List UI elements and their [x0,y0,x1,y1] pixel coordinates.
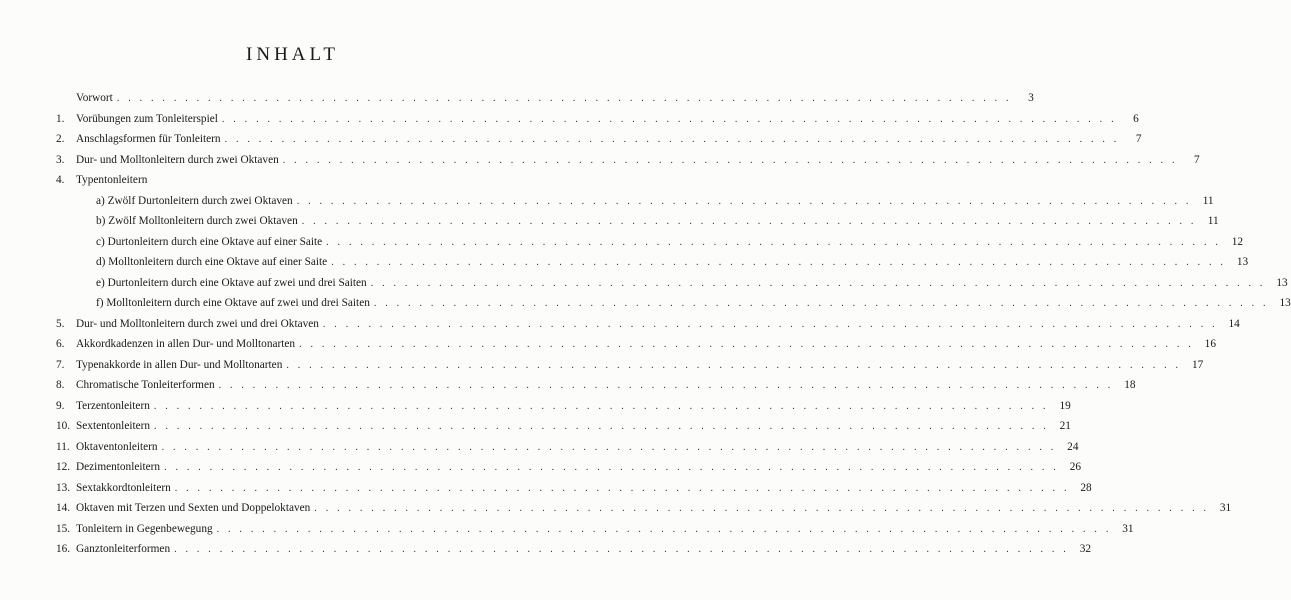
toc-entry-number: 16. [56,543,71,555]
toc-dot-leader: . . . . . . . . . . . . . . . . . . . . . . . . . . . . . . . . . . . . . . . . . . . . . . . . . . . . . . . . . . . . . . . . . . . . . . . . . . . . . . . [296,195,1192,207]
toc-entry [56,314,1240,335]
toc-entry [56,129,1142,150]
table-of-contents [56,88,1291,560]
toc-entry-title: Oktaventonleitern [76,440,158,453]
toc-dot-leader: . . . . . . . . . . . . . . . . . . . . . . . . . . . . . . . . . . . . . . . . . . . . . . . . . . . . . . . . . . . . . . . . . . . . . . . . . . . . . . . [314,503,1210,514]
toc-entry-title: b) Zwölf Molltonleitern durch zwei Oktaven [96,215,298,227]
toc-page-number: 19 [1059,399,1071,412]
toc-entry-title: Typenakkorde in allen Dur- und Molltonarten [76,358,283,371]
toc-entry-number: 13. [56,481,71,494]
toc-page-number: 17 [1191,358,1204,371]
toc-page-number: 21 [1059,420,1071,432]
toc-page-number: 24 [1067,440,1079,453]
toc-entry [56,355,1204,376]
toc-dot-leader: . . . . . . . . . . . . . . . . . . . . . . . . . . . . . . . . . . . . . . . . . . . . . . . . . . . . . . . . . . . . . . . . . . . . . . . . . . . . . . . [221,113,1117,125]
toc-entry [56,191,1214,212]
toc-entry-number: 12. [56,461,71,473]
toc-dot-leader: . . . . . . . . . . . . . . . . . . . . . . . . . . . . . . . . . . . . . . . . . . . . . . . . . . . . . . . . . . . . . . . . . . . . . . . . . . . . . . . [164,462,1059,473]
toc-entry-title: Typentonleitern [76,174,148,186]
toc-entry [56,437,1079,458]
toc-dot-leader: . . . . . . . . . . . . . . . . . . . . . . . . . . . . . . . . . . . . . . . . . . . . . . . . . . . . . . . . . . . . . . . . . . . . . . . . . . . . . . . [216,523,1112,535]
toc-entry-number: 15. [56,522,71,535]
toc-page-number: 18 [1124,379,1136,391]
toc-entry-title: Terzentonleitern [76,399,150,412]
toc-entry-title: e) Durtonleitern durch eine Oktave auf zwei und drei Saiten [96,276,367,289]
toc-page-number: 13 [1236,256,1249,268]
toc-page-number: 31 [1122,522,1134,535]
toc-entry-title: c) Durtonleitern durch eine Oktave auf einer Saite [96,235,323,248]
toc-entry-number: 9. [56,399,65,412]
toc-dot-leader: . . . . . . . . . . . . . . . . . . . . . . . . . . . . . . . . . . . . . . . . . . . . . . . . . . . . . . . . . . . . . . . . . . . . . . . . . . . . . . . [218,380,1114,391]
toc-entry-title: Sextakkordtonleitern [76,481,171,494]
toc-dot-leader: . . . . . . . . . . . . . . . . . . . . . . . . . . . . . . . . . . . . . . . . . . . . . . . . . . . . . . . . . . . . . . . . . . . . . . . . . . . . . . . [301,216,1197,227]
toc-entry-title: a) Zwölf Durtonleitern durch zwei Oktaven [96,194,293,207]
toc-dot-leader: . . . . . . . . . . . . . . . . . . . . . . . . . . . . . . . . . . . . . . . . . . . . . . . . . . . . . . . . . . . . . . . . . . . . . . . . . . . . . . . [326,236,1222,248]
toc-page-number: 7 [1135,133,1142,145]
toc-entry-number: 6. [56,338,65,350]
toc-page-number: 28 [1080,481,1092,494]
toc-entry [56,457,1081,478]
toc-dot-leader: . . . . . . . . . . . . . . . . . . . . . . . . . . . . . . . . . . . . . . . . . . . . . . . . . . . . . . . . . . . . . . . . . . . . . . . . . . . . . . . [286,359,1182,371]
toc-entry [56,519,1134,540]
toc-entry-number: 4. [56,174,65,186]
toc-entry-number: 5. [56,317,65,330]
toc-entry-number: 10. [56,420,71,432]
toc-entry-number: 11. [56,440,70,453]
toc-entry-title: Sextentonleitern [76,420,151,432]
toc-entry-title: Oktaven mit Terzen und Sexten und Doppeloktaven [76,502,311,514]
toc-dot-leader: . . . . . . . . . . . . . . . . . . . . . . . . . . . . . . . . . . . . . . . . . . . . . . . . . . . . . . . . . . . . . . . . . . . . . . . . . . . . . . . [116,93,1012,104]
toc-entry-title: Tonleitern in Gegenbewegung [76,522,213,535]
toc-page-number: 11 [1202,194,1214,207]
toc-dot-leader: . . . . . . . . . . . . . . . . . . . . . . . . . . . . . . . . . . . . . . . . . . . . . . . . . . . . . . . . . . . . . . . . . . . . . . . . . . . . . . . [174,544,1070,555]
toc-entry-title: Dur- und Molltonleitern durch zwei Oktaven [76,153,279,166]
toc-entry-title: Dur- und Molltonleitern durch zwei und drei Oktaven [76,317,319,330]
toc-entry [56,498,1232,519]
toc-dot-leader: . . . . . . . . . . . . . . . . . . . . . . . . . . . . . . . . . . . . . . . . . . . . . . . . . . . . . . . . . . . . . . . . . . . . . . . . . . . . . . . [331,257,1227,268]
toc-page-number: 13 [1279,297,1291,309]
toc-page-number: 3 [1028,92,1034,104]
toc-entry-number: 2. [56,133,65,145]
toc-dot-leader: . . . . . . . . . . . . . . . . . . . . . . . . . . . . . . . . . . . . . . . . . . . . . . . . . . . . . . . . . . . . . . . . . . . . . . . . . . . . . . . [153,400,1049,412]
toc-dot-leader: . . . . . . . . . . . . . . . . . . . . . . . . . . . . . . . . . . . . . . . . . . . . . . . . . . . . . . . . . . . . . . . . . . . . . . . . . . . . . . . [174,482,1070,494]
toc-page-number: 6 [1133,112,1139,125]
toc-entry [56,252,1249,273]
toc-entry [56,109,1139,130]
page-title: INHALT [246,44,339,65]
toc-dot-leader: . . . . . . . . . . . . . . . . . . . . . . . . . . . . . . . . . . . . . . . . . . . . . . . . . . . . . . . . . . . . . . . . . . . . . . . . . . . . . . . [224,134,1120,145]
toc-entry [56,170,542,191]
toc-entry-title: Akkordkadenzen in allen Dur- und Molltonarten [76,338,296,350]
toc-entry-title: d) Molltonleitern durch eine Oktave auf einer Saite [96,256,328,268]
toc-entry [56,88,1034,109]
toc-entry-title: Dezimentonleitern [76,461,161,473]
toc-entry-number: 1. [56,112,65,125]
toc-page-number: 7 [1194,153,1200,166]
toc-entry-title: Anschlagsformen für Tonleitern [76,133,221,145]
toc-dot-leader: . . . . . . . . . . . . . . . . . . . . . . . . . . . . . . . . . . . . . . . . . . . . . . . . . . . . . . . . . . . . . . . . . . . . . . . . . . . . . . . [161,441,1057,453]
toc-entry [56,334,1216,355]
toc-dot-leader: . . . . . . . . . . . . . . . . . . . . . . . . . . . . . . . . . . . . . . . . . . . . . . . . . . . . . . . . . . . . . . . . . . . . . . . . . . . . . . . [299,339,1194,350]
toc-entry [56,211,1219,232]
toc-entry [56,232,1244,253]
toc-entry-number: 8. [56,379,65,391]
toc-entry-number: 14. [56,502,71,514]
toc-entry-title: Chromatische Tonleiterformen [76,379,215,391]
toc-dot-leader: . . . . . . . . . . . . . . . . . . . . . . . . . . . . . . . . . . . . . . . . . . . . . . . . . . . . . . . . . . . . . . . . . . . . . . . . . . . . . . . [373,298,1269,309]
toc-entry [56,273,1288,294]
toc-entry [56,416,1071,437]
toc-entry-title: Ganztonleiterformen [76,543,171,555]
toc-page-number: 11 [1207,215,1219,227]
toc-page-number: 14 [1228,317,1240,330]
toc-entry-title: Vorübungen zum Tonleiterspiel [76,112,218,125]
toc-entry [56,539,1092,560]
toc-entry [56,150,1200,171]
toc-entry [56,478,1092,499]
toc-entry [56,293,1291,314]
toc-entry-title: Vorwort [76,92,113,104]
toc-entry-number: 3. [56,153,65,166]
toc-dot-leader: . . . . . . . . . . . . . . . . . . . . . . . . . . . . . . . . . . . . . . . . . . . . . . . . . . . . . . . . . . . . . . . . . . . . . . . . . . . . . . . [322,318,1218,330]
toc-page-number: 13 [1276,276,1288,289]
toc-dot-leader: . . . . . . . . . . . . . . . . . . . . . . . . . . . . . . . . . . . . . . . . . . . . . . . . . . . . . . . . . . . . . . . . . . . . . . . . . . . . . . . [370,277,1266,289]
toc-dot-leader: . . . . . . . . . . . . . . . . . . . . . . . . . . . . . . . . . . . . . . . . . . . . . . . . . . . . . . . . . . . . . . . . . . . . . . . . . . . . . . . [154,421,1049,432]
toc-page-number: 12 [1231,235,1244,248]
toc-page-number: 26 [1069,461,1081,473]
toc-page-number: 31 [1219,502,1232,514]
toc-dot-leader: . . . . . . . . . . . . . . . . . . . . . . . . . . . . . . . . . . . . . . . . . . . . . . . . . . . . . . . . . . . . . . . . . . . . . . . . . . . . . . . [282,154,1178,166]
toc-entry [56,396,1071,417]
toc-page-number: 32 [1079,543,1092,555]
toc-page-number: 16 [1204,338,1216,350]
toc-entry-title: f) Molltonleitern durch eine Oktave auf zwei und drei Saiten [96,297,370,309]
toc-entry [56,375,1136,396]
toc-entry-number: 7. [56,358,65,371]
